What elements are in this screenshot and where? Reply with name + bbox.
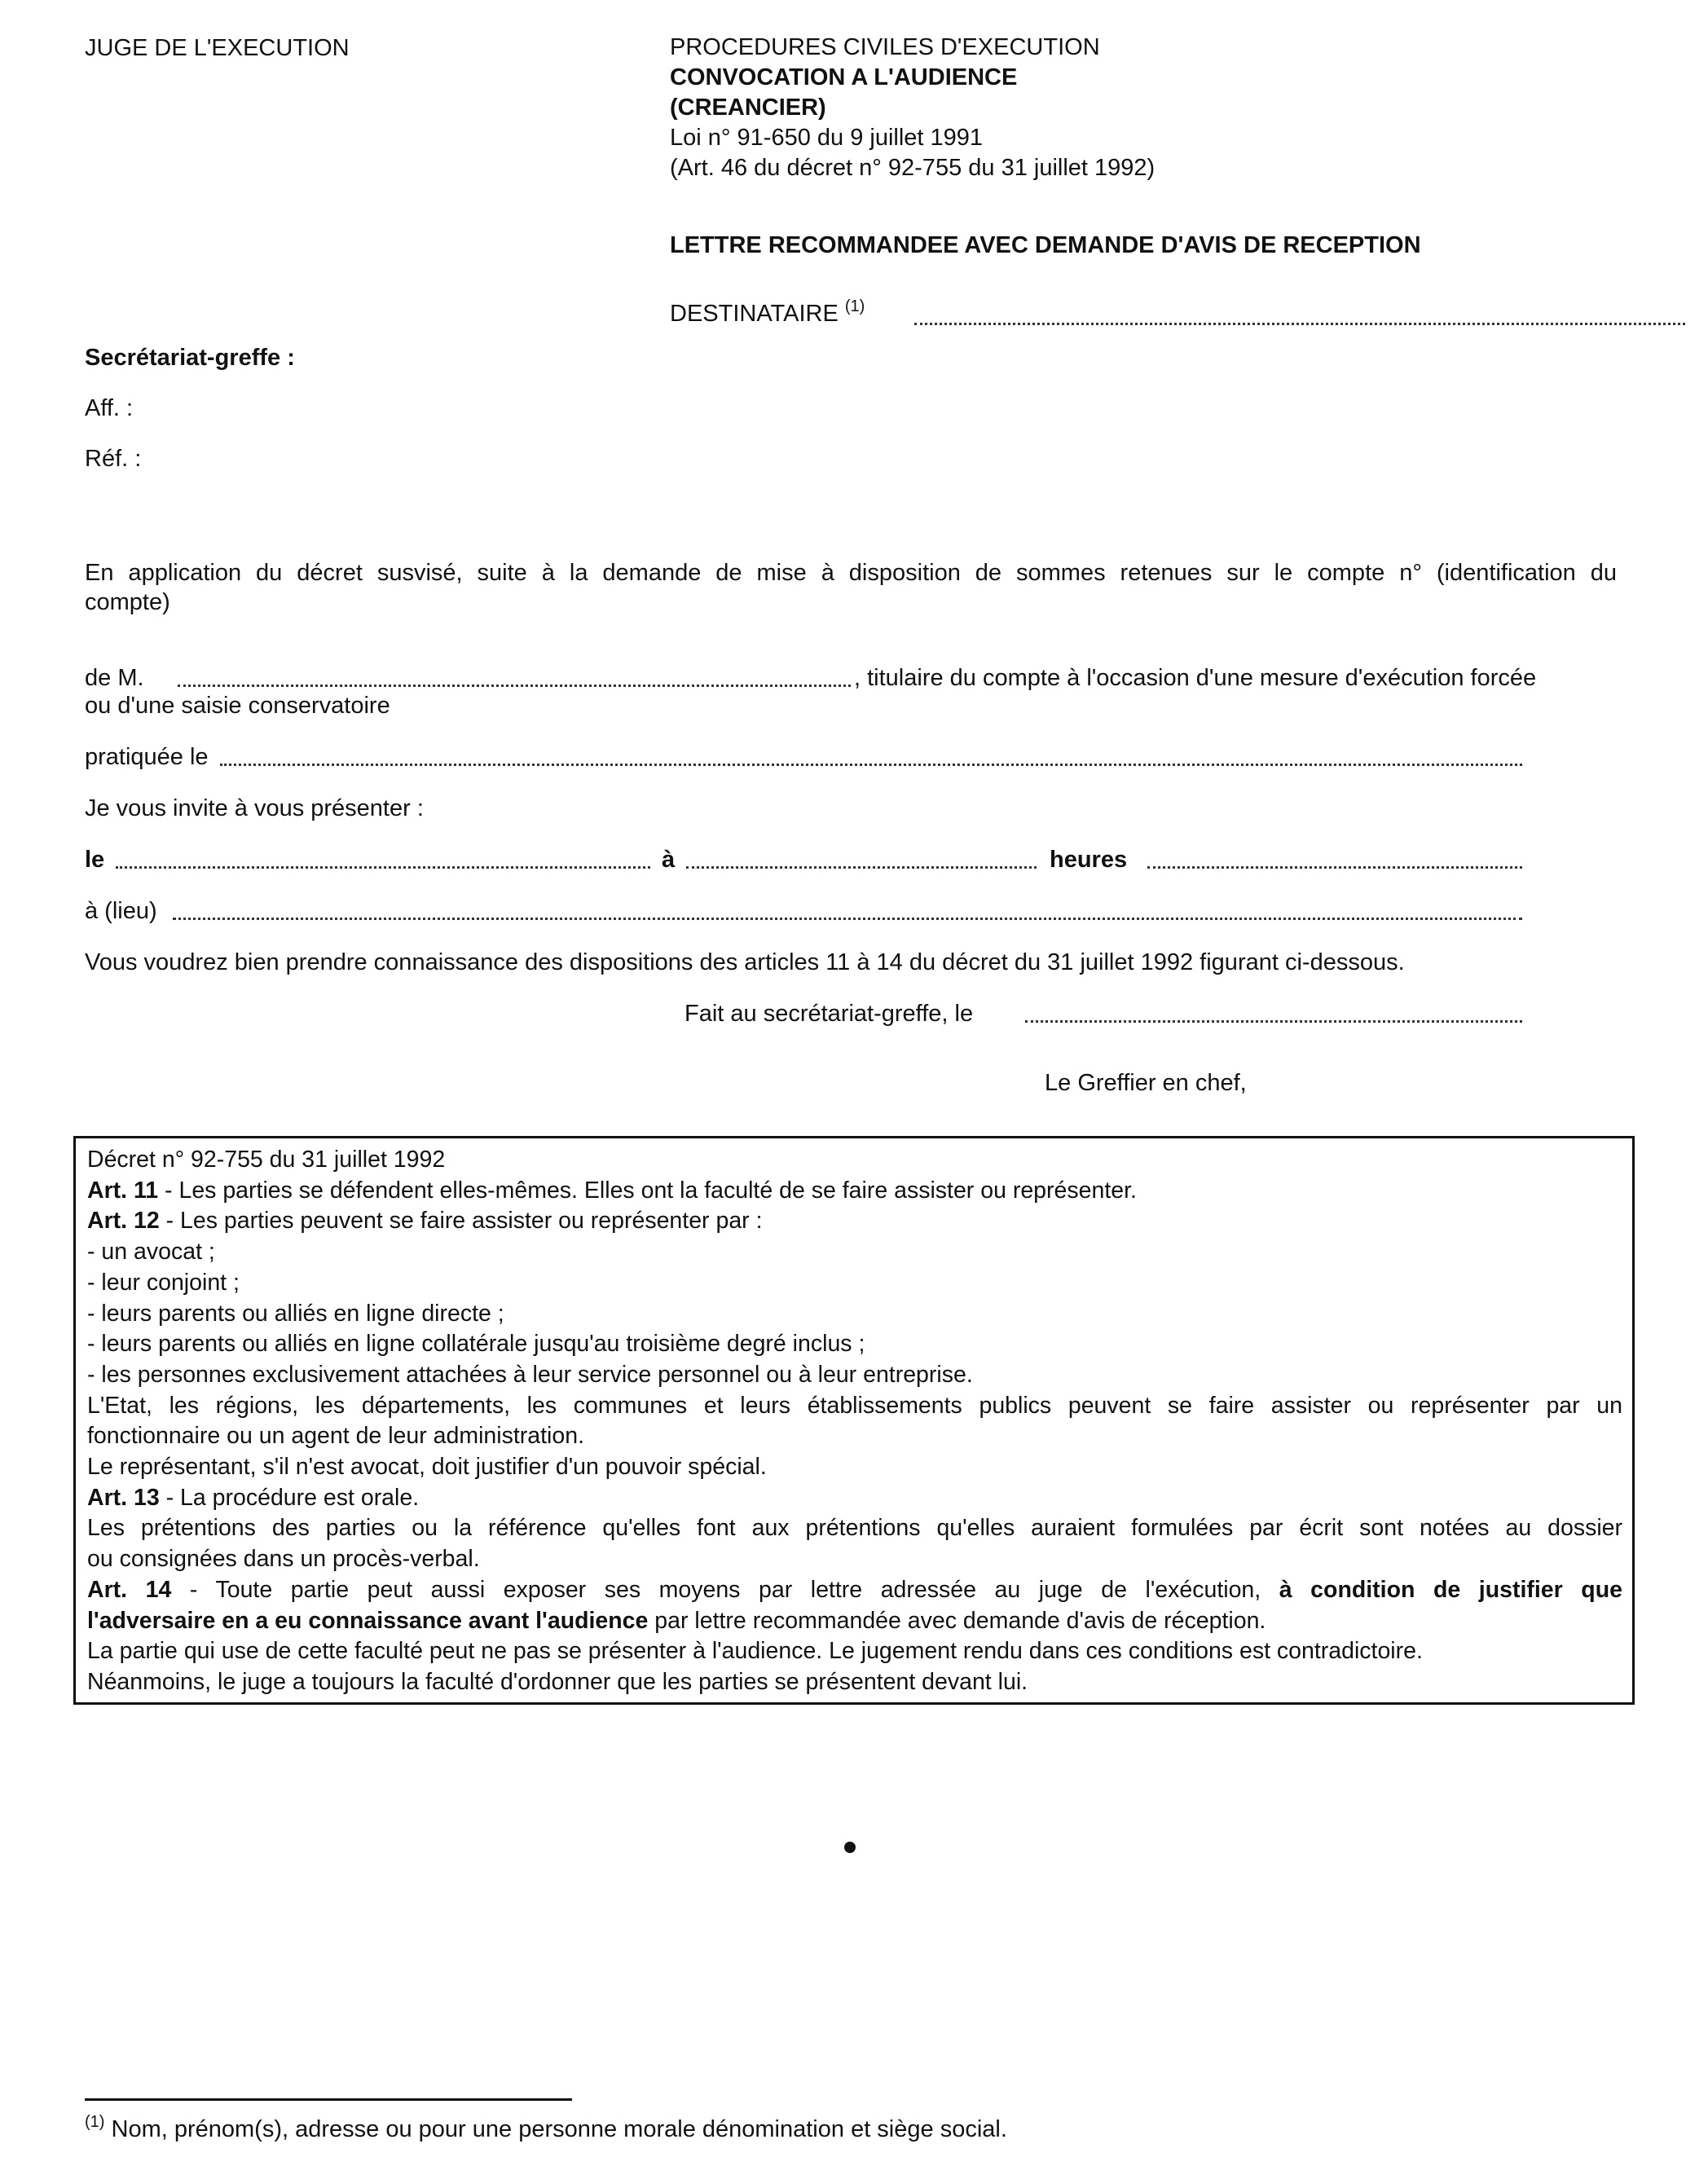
art-14-bold-1: à condition de justifier que (1279, 1576, 1622, 1603)
lieu-label: à (lieu) (85, 898, 157, 924)
destinataire-label (670, 297, 865, 328)
intro-line-2: compte) (85, 589, 170, 615)
hearing-hours-field[interactable] (1147, 866, 1522, 869)
art-14-line-1 (87, 1575, 1622, 1606)
art-14-bold-2: l'adversaire en a eu connaissance avant l'audience (87, 1607, 649, 1634)
destinataire-field[interactable] (914, 323, 1685, 325)
footnote-rule (85, 2098, 572, 2101)
header-block (670, 33, 1155, 183)
art-12-label: Art. 12 (87, 1208, 160, 1235)
debtor-suffix: , titulaire du compte à l'occasion d'une mesure d'exécution forcée (854, 665, 1537, 691)
etat-line-2: fonctionnaire ou un agent de leur administration. (87, 1423, 584, 1450)
representant-text: Le représentant, s'il n'est avocat, doit justifier d'un pouvoir spécial. (87, 1454, 767, 1481)
art-11 (87, 1176, 1622, 1207)
art-13-label: Art. 13 (87, 1484, 160, 1511)
invite-text: Je vous invite à vous présenter : (85, 795, 424, 821)
neanmoins-text: Néanmoins, le juge a toujours la faculté d'ordonner que les parties se présentent devant lui. (87, 1668, 1028, 1695)
hearing-time-field[interactable] (686, 866, 1037, 869)
hearing-place-field[interactable] (173, 918, 1522, 920)
greffier-signature: Le Greffier en chef, (1045, 1070, 1247, 1096)
dispositions-text: Vous voudrez bien prendre connaissance des dispositions des articles 11 à 14 du décret du 31 juillet 1992 figurant ci-dessous. (85, 949, 1405, 975)
time-label: à (662, 847, 676, 873)
bullet-dot (844, 1842, 856, 1853)
list-item: - un avocat ; (87, 1239, 215, 1266)
hearing-date-field[interactable] (116, 866, 650, 869)
debtor-name-field[interactable] (178, 685, 851, 687)
art-14-line-2 (87, 1606, 1622, 1637)
fait-label: Fait au secrétariat-greffe, le (685, 1001, 974, 1027)
lettre-recommandee: LETTRE RECOMMANDEE AVEC DEMANDE D'AVIS DE RECEPTION (670, 232, 1421, 258)
greffe-title: Secrétariat-greffe : (85, 345, 295, 371)
pratiquee-date-field[interactable] (220, 764, 1522, 766)
debtor-label: de M. (85, 665, 144, 691)
fait-date-field[interactable] (1025, 1020, 1522, 1023)
pretentions-line-2: ou consignées dans un procès-verbal. (87, 1546, 480, 1573)
faculte-text: La partie qui use de cette faculté peut ne pas se présenter à l'audience. Le jugement rendu dans ces conditions est contradictoire. (87, 1638, 1423, 1665)
list-item: - leurs parents ou alliés en ligne collatérale jusqu'au troisième degré inclus ; (87, 1331, 865, 1358)
ref-label: Réf. : (85, 446, 142, 472)
creancier-label: (CREANCIER) (670, 95, 826, 121)
list-item: - leurs parents ou alliés en ligne directe ; (87, 1300, 504, 1327)
list-item: - les personnes exclusivement attachées à leur service personnel ou à leur entreprise. (87, 1361, 973, 1388)
heures-label: heures (1050, 847, 1128, 873)
court-title: JUGE DE L'EXECUTION (85, 35, 350, 61)
art-12-text: - Les parties peuvent se faire assister ou représenter par : (159, 1208, 763, 1235)
art-14-tail: par lettre recommandée avec demande d'avis de réception. (648, 1607, 1266, 1634)
pretentions-line-1: Les prétentions des parties ou la référence qu'elles font aux prétentions qu'elles auraient formulées par écrit sont notées au dossier (87, 1515, 1622, 1542)
art-12 (87, 1206, 1622, 1237)
procedures-title: PROCEDURES CIVILES D'EXECUTION (670, 34, 1100, 60)
art-13 (87, 1483, 1622, 1514)
art-11-text: - Les parties se défendent elles-mêmes. Elles ont la faculté de se faire assister ou représenter. (158, 1177, 1137, 1204)
aff-label: Aff. : (85, 395, 134, 421)
footnote-text: Nom, prénom(s), adresse ou pour une personne morale dénomination et siège social. (104, 2116, 1007, 2142)
etat-line-1: L'Etat, les régions, les départements, les communes et leurs établissements publics peuvent se faire assister ou représenter par un (87, 1392, 1622, 1419)
art-14-label: Art. 14 (87, 1576, 172, 1603)
art-reference: (Art. 46 du décret n° 92-755 du 31 juillet 1992) (670, 155, 1156, 181)
footnote (85, 2115, 1007, 2144)
loi-reference: Loi n° 91-650 du 9 juillet 1991 (670, 125, 984, 151)
convocation-title: CONVOCATION A L'AUDIENCE (670, 64, 1018, 90)
art-11-label: Art. 11 (87, 1177, 159, 1204)
decret-box (73, 1136, 1635, 1705)
footnote-mark: (1) (85, 2113, 105, 2131)
debtor-line-2: ou d'une saisie conservatoire (85, 693, 390, 719)
art-13-text: - La procédure est orale. (159, 1484, 420, 1511)
date-label: le (85, 847, 105, 873)
decret-title: Décret n° 92-755 du 31 juillet 1992 (87, 1147, 446, 1173)
footnote-ref: (1) (844, 297, 865, 315)
intro-line-1: En application du décret susvisé, suite à la demande de mise à disposition de sommes retenues sur le compte n° (identification du (85, 560, 1617, 586)
list-item: - leur conjoint ; (87, 1269, 240, 1296)
art-14-text: - Toute partie peut aussi exposer ses moyens par lettre adressée au juge de l'exécution, (171, 1576, 1279, 1603)
destinataire-text: DESTINATAIRE (670, 301, 839, 327)
pratiquee-label: pratiquée le (85, 744, 209, 770)
